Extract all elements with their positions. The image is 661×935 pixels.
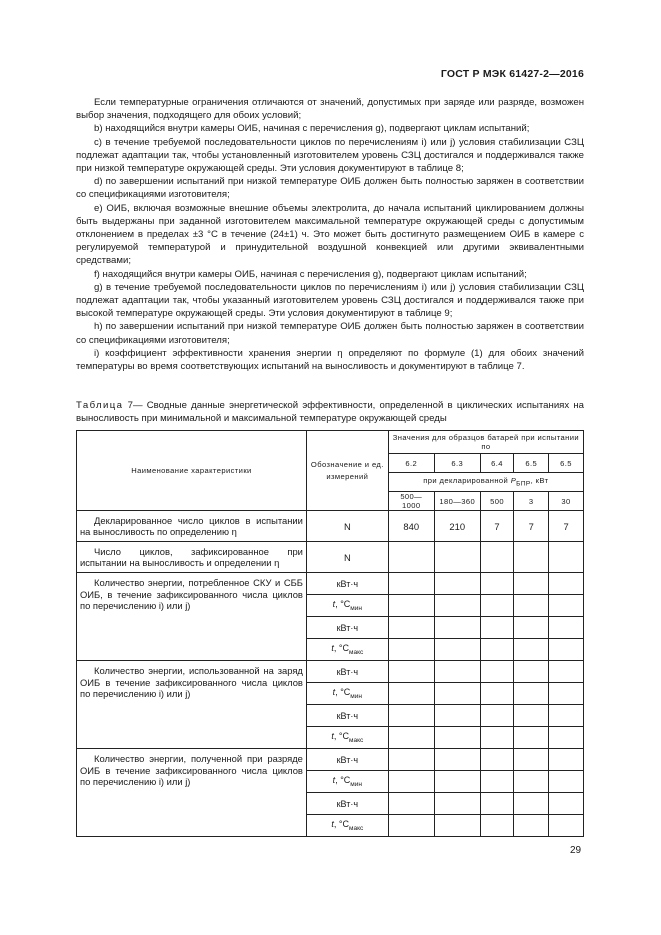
- power-label-cell: [388, 473, 583, 492]
- body-text: [76, 96, 584, 373]
- row-unit: N: [306, 542, 388, 573]
- value-cell: 7: [549, 511, 584, 542]
- value-cell: [434, 573, 480, 595]
- row-name: Количество энергии, полученной при разряде ОИБ в течение зафиксированного числа циклов по перечислению i) или j): [77, 749, 307, 837]
- paragraph: b) находящийся внутри камеры ОИБ, начиная с перечисления g), подвергают циклам испытаний;: [94, 123, 530, 135]
- value-cell: [514, 542, 549, 573]
- temp-sub: макс: [349, 824, 364, 832]
- paragraph: d) по завершении испытаний при низкой температуре ОИБ должен быть полностью заряжен в соответствии со спецификациями изготовителя;: [76, 176, 584, 201]
- value-cell: [480, 542, 514, 573]
- value-cell: [514, 573, 549, 595]
- value-cell: 7: [514, 511, 549, 542]
- value-cell: [514, 749, 549, 771]
- value-cell: 7: [480, 511, 514, 542]
- value-cell: [549, 661, 584, 683]
- power-value-cell: 180—360: [434, 492, 480, 511]
- value-cell: [480, 771, 514, 793]
- clause-cell: 6.4: [480, 454, 514, 473]
- value-cell: [549, 683, 584, 705]
- temp-prefix: t, °С: [331, 643, 350, 654]
- value-cell: [388, 661, 434, 683]
- value-cell: [388, 683, 434, 705]
- paragraph: c) в течение требуемой последовательности циклов по перечислениям i) или j) условия стабилизации СЗЦ подлежат адаптации так, чтобы установленный изготовителем уровень СЗЦ достигался и поддерживался также при низкой температуре окружающей среды. Эти условия документируют в таблице 8;: [76, 136, 584, 175]
- row-name: Декларированное число циклов в испытании на выносливость по определению η: [77, 511, 307, 542]
- temp-sub: макс: [349, 736, 364, 744]
- value-cell: [480, 727, 514, 749]
- temp-sub: мин: [350, 692, 362, 700]
- value-cell: [434, 771, 480, 793]
- value-cell: [434, 617, 480, 639]
- value-cell: [514, 617, 549, 639]
- value-cell: [388, 793, 434, 815]
- row-unit: кВт·ч: [306, 705, 388, 727]
- value-cell: [480, 793, 514, 815]
- clause-cell: 6.5: [549, 454, 584, 473]
- table-caption: [76, 399, 584, 425]
- value-cell: [388, 542, 434, 573]
- value-cell: [514, 815, 549, 837]
- power-value-cell: 500—1000: [388, 492, 434, 511]
- value-cell: 210: [434, 511, 480, 542]
- paragraph: g) в течение требуемой последовательности циклов по перечислениям i) или j) условия стабилизации СЗЦ подлежат адаптации так, чтобы указанный изготовителем уровень СЗЦ достигался и поддерживался также при высокой температуре окружающей среды. Эти условия документируют в таблице 9;: [76, 281, 584, 320]
- value-cell: [388, 727, 434, 749]
- value-cell: [514, 595, 549, 617]
- row-unit-temp-min: [306, 595, 388, 617]
- power-unit: , кВт: [530, 476, 549, 486]
- temp-prefix: t, °С: [332, 775, 351, 786]
- col-unit-header: Обозначение и ед. измерений: [306, 431, 388, 511]
- row-unit-temp-min: [306, 771, 388, 793]
- temp-sub: макс: [349, 648, 364, 656]
- value-cell: [549, 793, 584, 815]
- temp-sub: мин: [350, 780, 362, 788]
- value-cell: [434, 815, 480, 837]
- row-unit: кВт·ч: [306, 617, 388, 639]
- value-cell: [480, 683, 514, 705]
- value-cell: [514, 727, 549, 749]
- power-value-cell: 30: [549, 492, 584, 511]
- value-cell: [434, 727, 480, 749]
- temp-prefix: t, °С: [332, 599, 351, 610]
- value-cell: [480, 705, 514, 727]
- table-caption-label: Таблица: [76, 400, 124, 411]
- clause-cell: 6.2: [388, 454, 434, 473]
- row-unit: N: [306, 511, 388, 542]
- table-caption-text: 7— Сводные данные энергетической эффективности, определенной в циклических испытаниях на выносливость при минимальной и максимальной температуре окружающей среды: [76, 400, 584, 425]
- power-label-prefix: при декларированной: [423, 476, 511, 486]
- value-cell: [388, 573, 434, 595]
- value-cell: [388, 639, 434, 661]
- value-cell: [434, 595, 480, 617]
- value-cell: [514, 683, 549, 705]
- energy-efficiency-table: [76, 430, 584, 837]
- temp-prefix: t, °С: [331, 731, 350, 742]
- row-unit-temp-max: [306, 727, 388, 749]
- value-cell: [480, 617, 514, 639]
- value-cell: [388, 815, 434, 837]
- power-subscript: БПР: [516, 480, 531, 488]
- value-cell: [480, 595, 514, 617]
- clause-cell: 6.5: [514, 454, 549, 473]
- value-cell: [434, 661, 480, 683]
- clause-cell: 6.3: [434, 454, 480, 473]
- value-cell: [549, 595, 584, 617]
- value-cell: [549, 815, 584, 837]
- row-name: Количество энергии, потребленное СКУ и СББ ОИБ, в течение зафиксированного числа циклов по перечислению i) или j): [77, 573, 307, 661]
- power-value-cell: 500: [480, 492, 514, 511]
- value-cell: [514, 793, 549, 815]
- value-cell: [480, 573, 514, 595]
- row-name: Число циклов, зафиксированное при испытании на выносливость и определении η: [77, 542, 307, 573]
- value-cell: [388, 705, 434, 727]
- value-cell: [549, 727, 584, 749]
- temp-sub: мин: [350, 604, 362, 612]
- value-cell: [549, 639, 584, 661]
- paragraph: h) по завершении испытаний при низкой температуре ОИБ должен быть полностью заряжен в соответствии со спецификациями изготовителя;: [76, 321, 584, 346]
- document-header: ГОСТ Р МЭК 61427-2—2016: [440, 68, 584, 80]
- value-cell: [434, 705, 480, 727]
- temp-prefix: t, °С: [331, 819, 350, 830]
- value-cell: [388, 595, 434, 617]
- row-unit: кВт·ч: [306, 661, 388, 683]
- page-number: 29: [570, 845, 582, 856]
- value-cell: [434, 793, 480, 815]
- value-cell: 840: [388, 511, 434, 542]
- value-cell: [549, 542, 584, 573]
- row-name: Количество энергии, использованной на заряд ОИБ в течение зафиксированного числа циклов по перечислению i) или j): [77, 661, 307, 749]
- paragraph: e) ОИБ, включая возможные внешние объемы электролита, до начала испытаний циклированием должны быть выдержаны при заданной изготовителем максимальной температуре окружающей среды с допустимым отклонением в пределах ±3 °С в течение (24±1) ч. Это может быть достигнуто размещением ОИБ в камере с регулируемой температурой и принудительной воздушной конвекцией или другими эквивалентными средствами;: [76, 202, 584, 267]
- paragraph: Если температурные ограничения отличаются от значений, допустимых при заряде или разряде, возможен выбор значения, подходящего для обоих условий;: [76, 97, 584, 122]
- value-cell: [434, 639, 480, 661]
- value-cell: [388, 771, 434, 793]
- value-cell: [549, 705, 584, 727]
- value-cell: [434, 542, 480, 573]
- temp-prefix: t, °С: [332, 687, 351, 698]
- values-header: Значения для образцов батарей при испытании по: [388, 431, 583, 454]
- row-unit: кВт·ч: [306, 573, 388, 595]
- value-cell: [434, 683, 480, 705]
- value-cell: [549, 749, 584, 771]
- row-unit: кВт·ч: [306, 749, 388, 771]
- power-value-cell: 3: [514, 492, 549, 511]
- value-cell: [514, 661, 549, 683]
- value-cell: [514, 771, 549, 793]
- value-cell: [434, 749, 480, 771]
- value-cell: [480, 749, 514, 771]
- value-cell: [480, 639, 514, 661]
- power-symbol: P: [510, 476, 517, 486]
- value-cell: [549, 771, 584, 793]
- value-cell: [549, 617, 584, 639]
- value-cell: [388, 749, 434, 771]
- value-cell: [388, 617, 434, 639]
- value-cell: [514, 639, 549, 661]
- row-unit: кВт·ч: [306, 793, 388, 815]
- row-unit-temp-min: [306, 683, 388, 705]
- col-name-header: Наименование характеристики: [77, 431, 307, 511]
- value-cell: [514, 705, 549, 727]
- value-cell: [480, 661, 514, 683]
- value-cell: [480, 815, 514, 837]
- value-cell: [549, 573, 584, 595]
- row-unit-temp-max: [306, 639, 388, 661]
- paragraph: i) коэффициент эффективности хранения энергии η определяют по формуле (1) для обоих значений температуры во время соответствующих испытаний на выносливость и документируют в таблице 7.: [76, 347, 584, 373]
- row-unit-temp-max: [306, 815, 388, 837]
- paragraph: f) находящийся внутри камеры ОИБ, начиная с перечисления g), подвергают циклам испытаний;: [94, 268, 527, 280]
